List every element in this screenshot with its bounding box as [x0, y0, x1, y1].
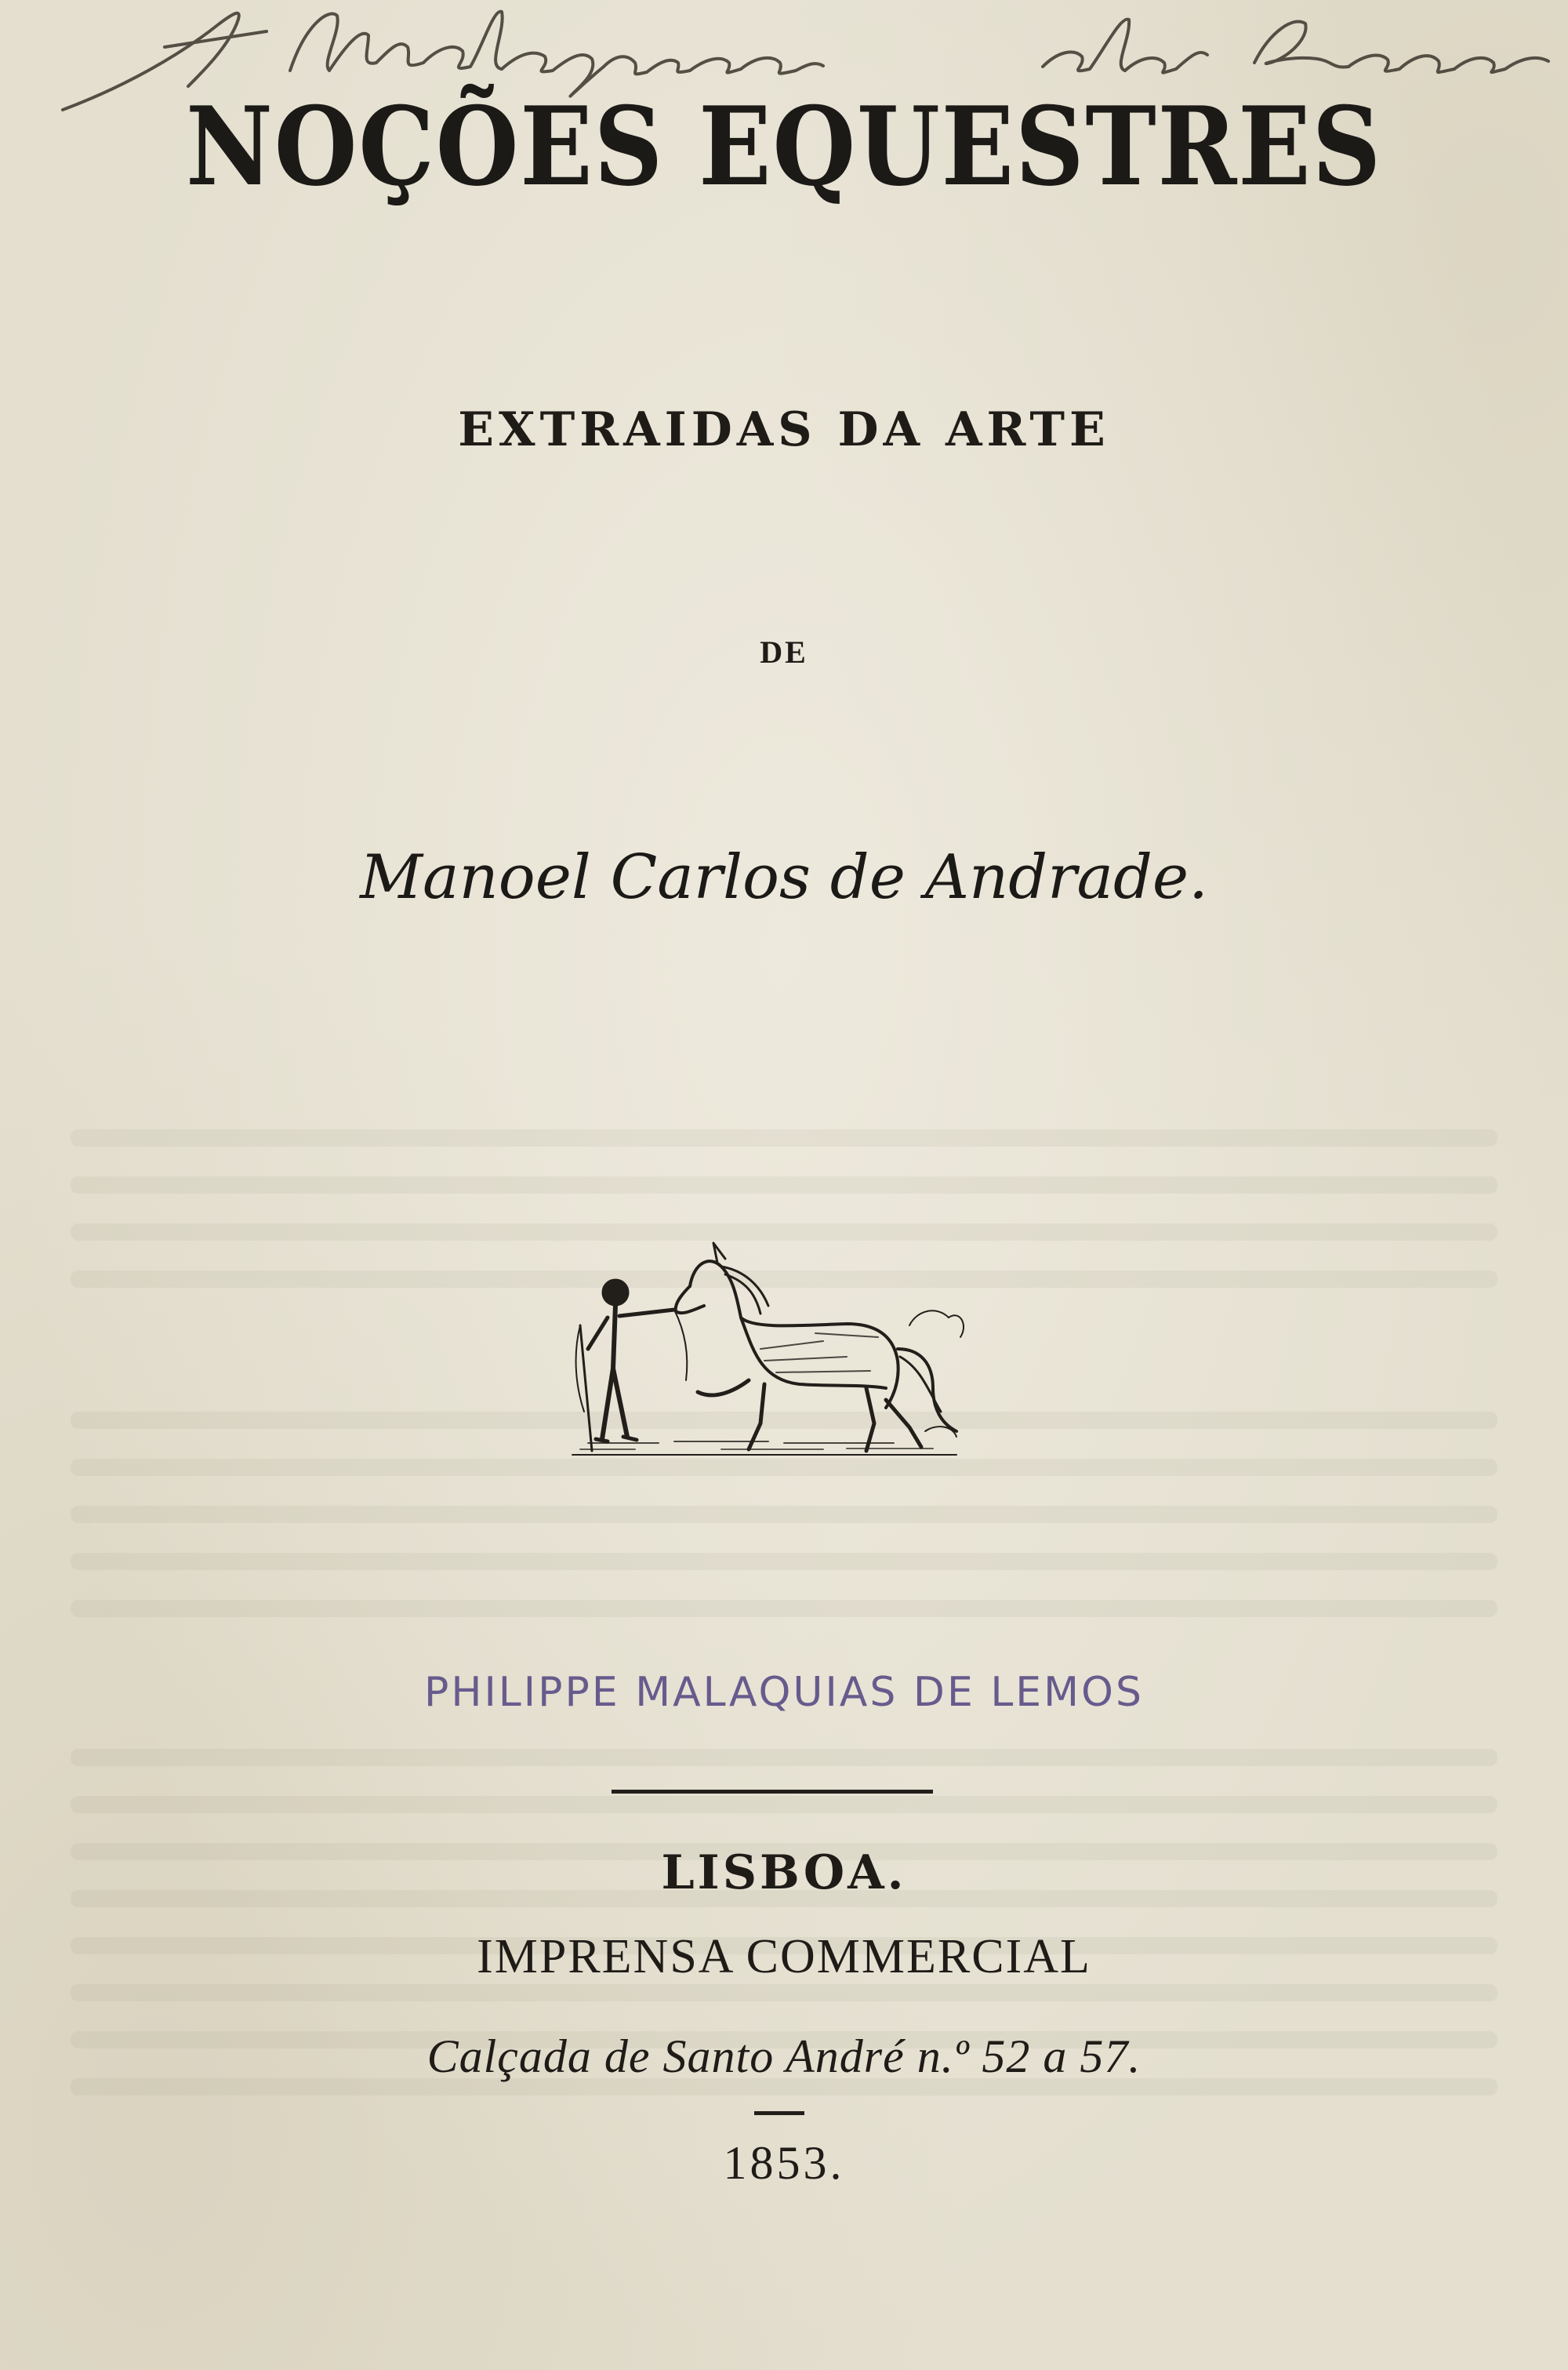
bleed-through-line: [71, 1796, 1497, 1813]
imprint-city: LISBOA.: [661, 1845, 907, 1900]
bleed-through-line: [71, 1600, 1497, 1617]
imprint-address: Calçada de Santo André n.º 52 a 57.: [426, 2030, 1142, 2082]
imprint-printer: IMPRENSA COMMERCIAL: [477, 1930, 1091, 1983]
horse-and-trainer-illustration: [564, 1231, 972, 1467]
bleed-through-line: [71, 1984, 1497, 2001]
author-preposition: DE: [760, 634, 808, 670]
book-subtitle: EXTRAIDAS DA ARTE: [458, 402, 1110, 457]
ownership-stamp: PHILIPPE MALAQUIAS DE LEMOS: [424, 1669, 1144, 1716]
short-separator-rule: [754, 2111, 804, 2115]
author-name: Manoel Carlos de Andrade.: [360, 842, 1208, 913]
book-title: NOÇÕES EQUESTRES: [185, 82, 1383, 210]
bleed-through-line: [71, 1176, 1497, 1194]
separator-rule: [612, 1790, 933, 1794]
bleed-through-line: [71, 1749, 1497, 1766]
bleed-through-line: [71, 1129, 1497, 1147]
imprint-year: 1853.: [723, 2137, 845, 2189]
bleed-through-line: [71, 1506, 1497, 1523]
bleed-through-line: [71, 1553, 1497, 1570]
